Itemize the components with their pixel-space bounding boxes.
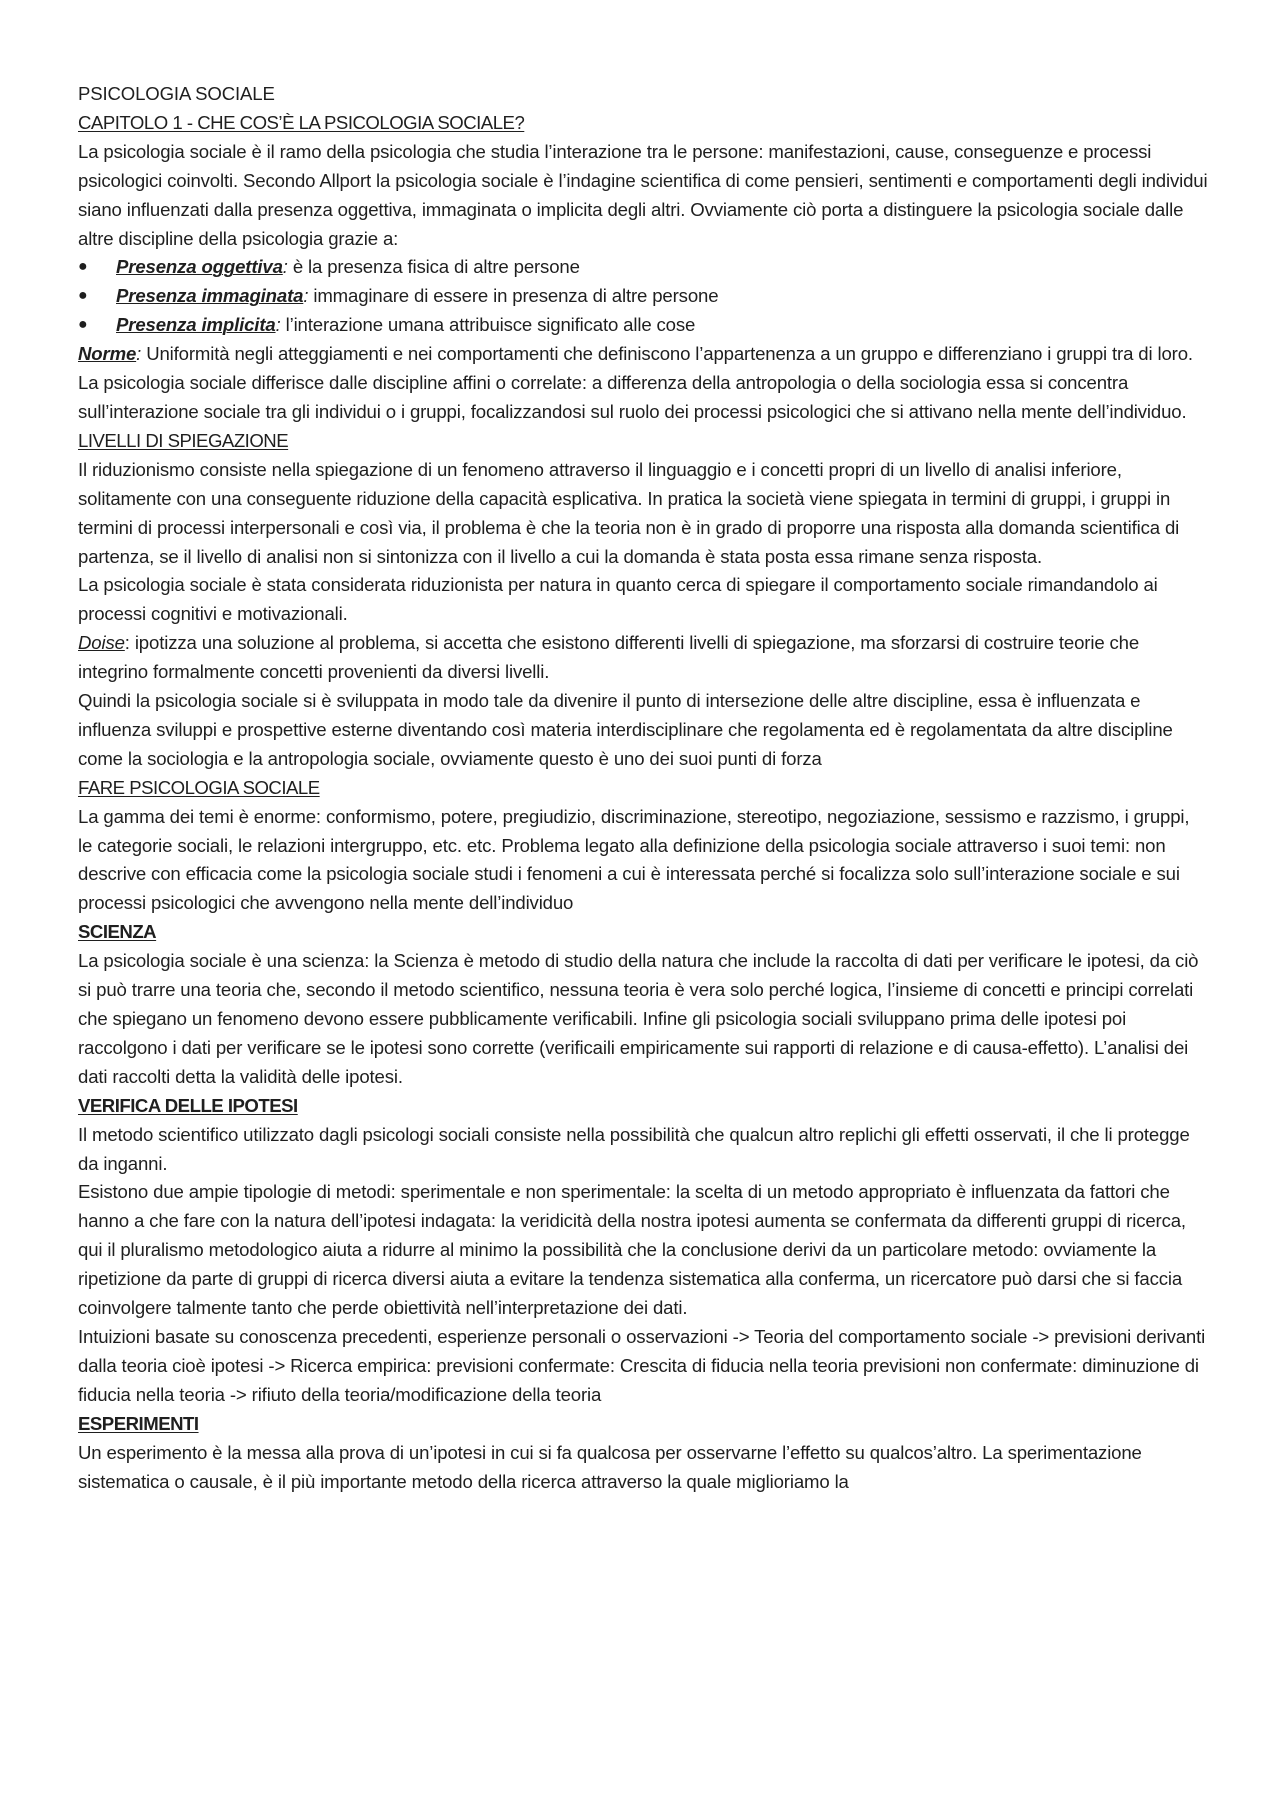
list-item [78,253,1208,282]
intro-paragraph: La psicologia sociale è il ramo della psicologia che studia l’interazione tra le persone: manifestazioni, cause, conseguenze e processi psicologici coinvolti. Secondo Allport la psicologia sociale è l’indagine scientifica di come pensieri, sentimenti e comportamenti degli individui siano influenzati dalla presenza oggettiva, immaginata o implicita degli altri. Ovviamente ciò porta a distinguere la psicologia sociale dalle altre discipline della psicologia grazie a: [78,140,1208,249]
document-title: PSICOLOGIA SOCIALE [78,83,275,104]
section-heading-esperimenti: ESPERIMENTI [78,1412,199,1434]
paragraph: Intuizioni basate su conoscenza precedenti, esperienze personali o osservazioni -> Teoria del comportamento sociale -> previsioni derivanti dalla teoria cioè ipotesi -> Ricerca empirica: previsioni confermate: Crescita di fiducia nella teoria previsioni non confermate: diminuzione di fiducia nella teoria -> rifiuto della teoria/modificazione della teoria [78,1325,1206,1405]
term: Presenza implicita [116,314,276,336]
doise-paragraph [78,629,1208,687]
paragraph: La psicologia sociale è stata considerata riduzionista per natura in quanto cerca di spiegare il comportamento sociale rimandandolo ai processi cognitivi e motivazionali. [78,574,1158,625]
bullet-icon: ● [78,258,88,276]
definition: immaginare di essere in presenza di altre persone [308,285,719,307]
paragraph: Il riduzionismo consiste nella spiegazione di un fenomeno attraverso il linguaggio e i concetti propri di un livello di analisi inferiore, solitamente con una conseguente riduzione della capacità esplicativa. In pratica la società viene spiegata in termini di gruppi, i gruppi in termini di processi interpersonali e così via, il problema è che la teoria non è in grado di proporre una risposta alla domanda scientifica di partenza, se il livello di analisi non si sintonizza con il livello a cui la domanda è stata posta essa rimane senza risposta. [78,458,1180,567]
doise-text: : ipotizza una soluzione al problema, si accetta che esistono differenti livelli di spiegazione, ma sforzarsi di costruire teorie che integrino formalmente concetti provenienti da diversi livelli. [78,632,1140,683]
bullet-icon: ● [78,316,88,334]
term-separator: : [282,256,288,278]
paragraph: Quindi la psicologia sociale si è sviluppata in modo tale da divenire il punto di intersezione delle altre discipline, essa è influenzata e influenza sviluppi e prospettive esterne diventando così materia interdisciplinare che regolamenta ed è regolamentata da altre discipline come la sociologia e la antropologia sociale, ovviamente questo è uno dei suoi punti di forza [78,690,1173,769]
section-heading-scienza: SCIENZA [78,921,157,943]
term-separator: : [275,314,281,336]
norme-paragraph [78,340,1208,369]
paragraph: Esistono due ampie tipologie di metodi: sperimentale e non sperimentale: la scelta di un metodo appropriato è influenzata da fattori che hanno a che fare con la natura dell’ipotesi indagata: la veridicità della nostra ipotesi aumenta se confermata da differenti gruppi di ricerca, qui il pluralismo metodologico aiuta a ridurre al minimo la possibilità che la conclusione derivi da un particolare metodo: ovviamente la ripetizione da parte di gruppi di ricerca diversi aiuta a evitare la tendenza sistematica alla conferma, un ricercatore può darsi che si faccia coinvolgere talmente tanto che perde obiettività nell’interpretazione dei dati. [78,1181,1186,1319]
document-page [78,80,1208,1496]
presence-list [78,253,1208,340]
term-separator: : [136,343,142,365]
paragraph: La gamma dei temi è enorme: conformismo, potere, pregiudizio, discriminazione, stereotipo, negoziazione, sessismo e razzismo, i gruppi, le categorie sociali, le relazioni intergruppo, etc. etc. Problema legato alla definizione della psicologia sociale attraverso i suoi temi: non descrive con efficacia come la psicologia sociale studi i fenomeni a cui è interessata perché si focalizza solo sull’interazione sociale e sui processi psicologici che avvengono nella mente dell’individuo [78,805,1190,914]
term: Presenza immaginata [116,285,304,307]
section-heading-livelli: LIVELLI DI SPIEGAZIONE [78,429,289,451]
norme-definition: Uniformità negli atteggiamenti e nei comportamenti che definiscono l’appartenenza a un gruppo e differenziano i gruppi tra di loro. [141,343,1193,365]
paragraph: La psicologia sociale differisce dalle discipline affini o correlate: a differenza della antropologia o della sociologia essa si concentra sull’interazione sociale tra gli individui o i gruppi, focalizzandosi sul ruolo dei processi psicologici che si attivano nella mente dell’individuo. [78,372,1187,422]
term-separator: : [303,285,309,307]
definition: è la presenza fisica di altre persone [287,256,580,278]
section-heading-verifica: VERIFICA DELLE IPOTESI [78,1094,298,1116]
paragraph: Un esperimento è la messa alla prova di un’ipotesi in cui si fa qualcosa per osservarne l’effetto su qualcos’altro. La sperimentazione sistematica o causale, è il più importante metodo della ricerca attraverso la quale miglioriamo la [78,1441,1142,1492]
definition: l’interazione umana attribuisce significato alle cose [280,314,696,336]
paragraph: Il metodo scientifico utilizzato dagli psicologi sociali consiste nella possibilità che qualcun altro replichi gli effetti osservati, il che li protegge da inganni. [78,1123,1190,1174]
bullet-icon: ● [78,287,88,305]
doise-term: Doise [78,632,125,654]
paragraph: La psicologia sociale è una scienza: la Scienza è metodo di studio della natura che include la raccolta di dati per verificare le ipotesi, da ciò si può trarre una teoria che, secondo il metodo scientifico, nessuna teoria è vera solo perché logica, l’insieme di concetti e principi correlati che spiegano un fenomeno devono essere pubblicamente verificabili. Infine gli psicologia sociali sviluppano prima delle ipotesi poi raccolgono i dati per verificare se le ipotesi sono corrette (verificaili empiricamente sui rapporti di relazione e di causa-effetto). L’analisi dei dati raccolti detta la validità delle ipotesi. [78,950,1199,1087]
list-item [78,282,1208,311]
list-item [78,311,1208,340]
norme-term: Norme [78,343,137,365]
section-heading-fare: FARE PSICOLOGIA SOCIALE [78,776,320,798]
chapter-heading: CAPITOLO 1 - CHE COS’È LA PSICOLOGIA SOCIALE? [78,111,525,133]
term: Presenza oggettiva [116,256,283,278]
